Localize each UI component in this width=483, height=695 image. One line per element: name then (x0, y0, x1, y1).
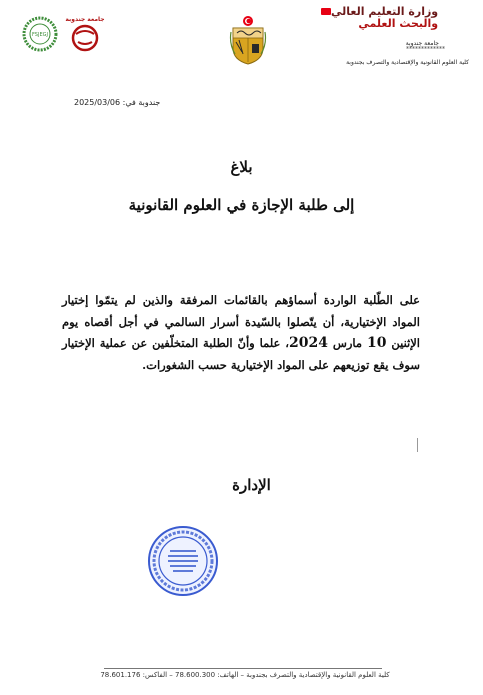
footer-contact: كلية العلوم القانونية والإقتصادية والتصرف بجندوبة – الهاتف: 78.600.300 – الفاكس: 78.601.176 (100, 671, 390, 679)
margin-mark (417, 438, 418, 452)
ministry-header (319, 6, 469, 66)
tunisia-coat-of-arms-icon (229, 14, 267, 66)
signature-administration: الإدارة (232, 476, 271, 494)
body-month: مارس (327, 336, 367, 350)
notice-subtitle: إلى طلبة الإجازة في العلوم القانونية (128, 196, 355, 214)
tunisia-flag-icon (321, 8, 331, 15)
university-logo-text: جامعة جندوبة (65, 16, 105, 23)
footer-divider (104, 668, 382, 669)
faculty-logo-icon (22, 16, 58, 52)
ministry-name (331, 6, 438, 30)
ministry-line-1: وزارة التعليم العالي (331, 5, 439, 18)
university-logo-icon (64, 12, 106, 56)
notice-title: بلاغ (230, 158, 253, 176)
body-text-part-3: ، علما وأنّ الطلبة المتخلّفين عن عملية الإختيار سوف يقع توزيعهم على المواد الإختيارية حسب الشغورات. (62, 336, 420, 372)
body-day: 10 (366, 335, 387, 351)
separator-stars: ************* (406, 46, 445, 53)
body-year: 2024 (288, 335, 328, 351)
document-date: جندوبة في: 2025/03/06 (74, 98, 161, 107)
body-text-part-1: على الطّلبة الواردة أسماؤهم بالقائمات المرفقة والذين لم يتمّوا إختيار المواد الإختيارية، أن يتّصلوا بالسّيدة أسرار السالمي في أجل أقصاه يوم الإثنين (62, 293, 420, 350)
ministry-line-2: والبحث العلمي (358, 17, 439, 30)
faculty-logo-text: FSJEGJ (32, 32, 48, 38)
notice-body (62, 290, 420, 376)
official-stamp-icon (146, 524, 220, 598)
faculty-name: كلية العلوم القانونية والإقتصادية والتصرف بجندوبة (346, 59, 469, 66)
university-name: جامعة جندوبة (405, 40, 439, 47)
